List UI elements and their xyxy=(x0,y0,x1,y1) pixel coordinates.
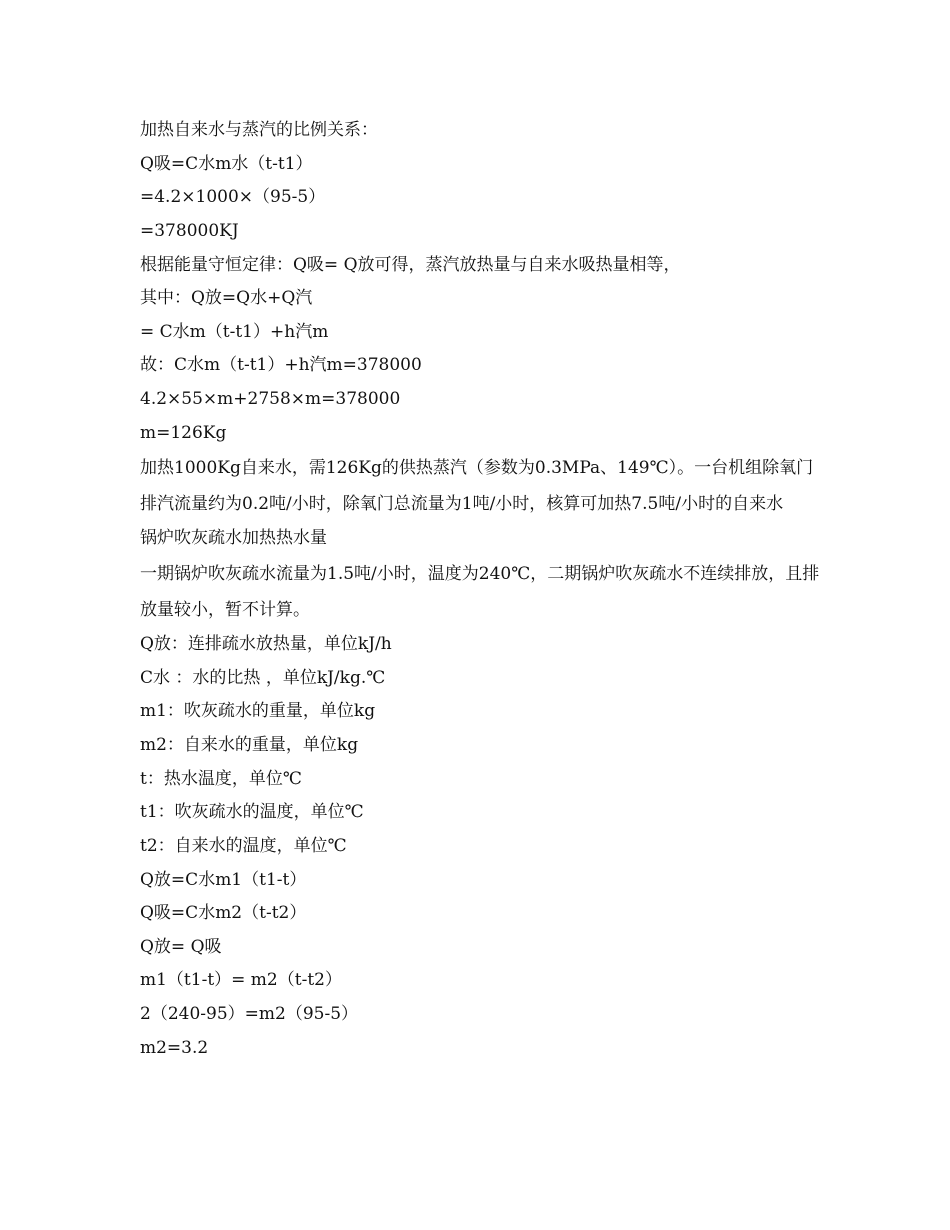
formula-line: m2=3.2 xyxy=(140,1037,209,1058)
section-heading: 锅炉吹灰疏水加热热水量 xyxy=(140,528,327,549)
definition-line: m1：吹灰疏水的重量，单位kg xyxy=(140,701,376,722)
formula-line: Q放=C水m1（t1-t） xyxy=(140,869,307,890)
text-line: 根据能量守恒定律：Q吸= Q放可得，蒸汽放热量与自来水吸热量相等， xyxy=(140,254,681,275)
paragraph: 加热1000Kg自来水，需126Kg的供热蒸汽（参数为0.3MPa、149℃）。一台机组除氧门排汽流量约为0.2吨/小时，除氧门总流量为1吨/小时，核算可加热7.5吨/小时的自来水 xyxy=(140,458,814,515)
definition-line: m2：自来水的重量，单位kg xyxy=(140,734,359,755)
definition-line: Q放：连排疏水放热量，单位kJ/h xyxy=(140,634,392,655)
formula-line: =4.2×1000×（95-5） xyxy=(140,187,326,208)
formula-line: 其中：Q放=Q水+Q汽 xyxy=(140,288,313,309)
formula-line: m=126Kg xyxy=(140,422,227,443)
formula-line: 故：C水m（t-t1）+h汽m=378000 xyxy=(140,355,422,376)
formula-line: Q吸=C水m水（t-t1） xyxy=(140,153,313,174)
formula-line: 4.2×55×m+2758×m=378000 xyxy=(140,389,401,410)
definition-line: t2：自来水的温度，单位℃ xyxy=(140,835,347,856)
paragraph: 一期锅炉吹灰疏水流量为1.5吨/小时，温度为240℃，二期锅炉吹灰疏水不连续排放，且排放量较小，暂不计算。 xyxy=(140,564,820,621)
formula-line: =378000KJ xyxy=(140,220,239,241)
definition-line: t1：吹灰疏水的温度，单位℃ xyxy=(140,802,364,823)
formula-line: m1（t1-t）= m2（t-t2） xyxy=(140,970,342,991)
formula-line: Q吸=C水m2（t-t2） xyxy=(140,903,307,924)
definition-line: t：热水温度，单位℃ xyxy=(140,768,302,789)
document-body xyxy=(140,114,820,1065)
formula-line: = C水m（t-t1）+h汽m xyxy=(140,321,329,342)
formula-line: Q放= Q吸 xyxy=(140,936,222,957)
definition-line: C水 ：水的比热 ，单位kJ/kg.℃ xyxy=(140,667,386,688)
formula-line: 2（240-95）=m2（95-5） xyxy=(140,1004,359,1025)
section-heading: 加热自来水与蒸汽的比例关系： xyxy=(140,120,378,140)
